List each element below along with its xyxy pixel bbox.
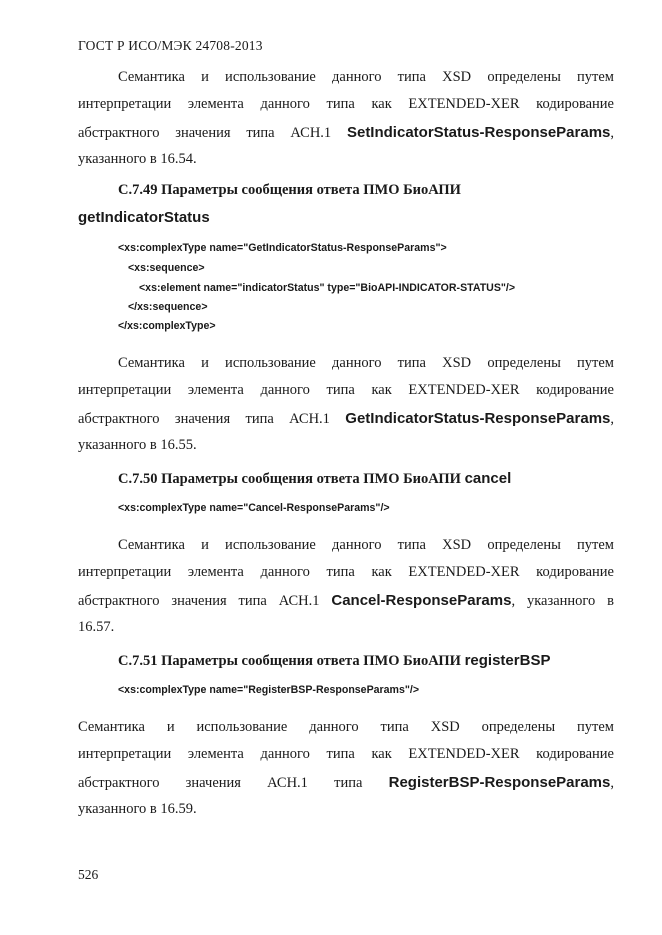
section-heading-c749: С.7.49 Параметры сообщения ответа ПМО БиоАПИ — [118, 182, 461, 198]
paragraph-3 — [78, 532, 614, 642]
paragraph-line — [78, 405, 614, 432]
paragraph-text: , — [610, 774, 614, 791]
code-line: <xs:sequence> — [128, 262, 205, 274]
section-heading-name: getIndicatorStatus — [78, 209, 210, 226]
type-name: SetIndicatorStatus-ResponseParams — [346, 123, 611, 141]
section-heading-c751 — [118, 652, 550, 670]
paragraph-line: 16.57. — [78, 619, 115, 636]
type-name: Cancel-ResponseParams — [331, 591, 512, 609]
paragraph-line: Семантика и использование данного типа XSD определены путем — [118, 69, 614, 85]
heading-title: С.7.50 Параметры сообщения ответа ПМО БиоАПИ — [118, 471, 461, 487]
code-line: <xs:complexType name="RegisterBSP-ResponseParams"/> — [118, 684, 420, 696]
paragraph-text: абстрактного значения типа АСН.1 — [78, 410, 330, 427]
paragraph-4 — [78, 714, 614, 824]
paragraph-text: абстрактного значения АСН.1 типа — [78, 774, 363, 791]
paragraph-line — [78, 769, 614, 796]
paragraph-line: указанного в 16.55. — [78, 437, 197, 454]
paragraph-line — [78, 119, 614, 146]
paragraph-1 — [78, 64, 614, 174]
type-name: GetIndicatorStatus-ResponseParams — [345, 409, 611, 427]
standard-header: ГОСТ Р ИСО/МЭК 24708-2013 — [78, 38, 263, 53]
type-name: RegisterBSP-ResponseParams — [388, 773, 611, 791]
paragraph-line: Семантика и использование данного типа XSD определены путем — [118, 537, 614, 553]
heading-function-name: registerBSP — [464, 652, 551, 669]
paragraph-line: указанного в 16.54. — [78, 151, 197, 168]
paragraph-text: абстрактного значения типа АСН.1 — [78, 124, 332, 141]
code-line: </xs:sequence> — [128, 301, 208, 313]
paragraph-line — [78, 587, 614, 614]
paragraph-line: интерпретации элемента данного типа как EXTENDED-XER кодирование — [78, 746, 614, 763]
code-line: <xs:element name="indicatorStatus" type="BioAPI-INDICATOR-STATUS"/> — [139, 282, 516, 294]
paragraph-line: Семантика и использование данного типа XSD определены путем — [78, 719, 614, 735]
paragraph-2 — [78, 350, 614, 460]
paragraph-line: интерпретации элемента данного типа как EXTENDED-XER кодирование — [78, 564, 614, 581]
paragraph-text: , — [610, 124, 615, 141]
paragraph-line: интерпретации элемента данного типа как EXTENDED-XER кодирование — [78, 382, 614, 399]
paragraph-line: указанного в 16.59. — [78, 801, 197, 818]
code-line: <xs:complexType name="Cancel-ResponseParams"/> — [118, 502, 390, 514]
paragraph-text: абстрактного значения типа АСН.1 — [78, 592, 320, 609]
code-line: </xs:complexType> — [118, 320, 216, 332]
section-heading-c750 — [118, 470, 511, 488]
paragraph-line: интерпретации элемента данного типа как EXTENDED-XER кодирование — [78, 96, 614, 113]
paragraph-line: Семантика и использование данного типа XSD определены путем — [118, 355, 614, 371]
page-number: 526 — [78, 867, 99, 882]
paragraph-text: , указанного в — [511, 592, 614, 609]
code-line: <xs:complexType name="GetIndicatorStatus-ResponseParams"> — [118, 242, 447, 254]
paragraph-text: , — [610, 410, 614, 427]
heading-function-name: cancel — [464, 470, 512, 487]
heading-title: С.7.51 Параметры сообщения ответа ПМО БиоАПИ — [118, 653, 461, 669]
